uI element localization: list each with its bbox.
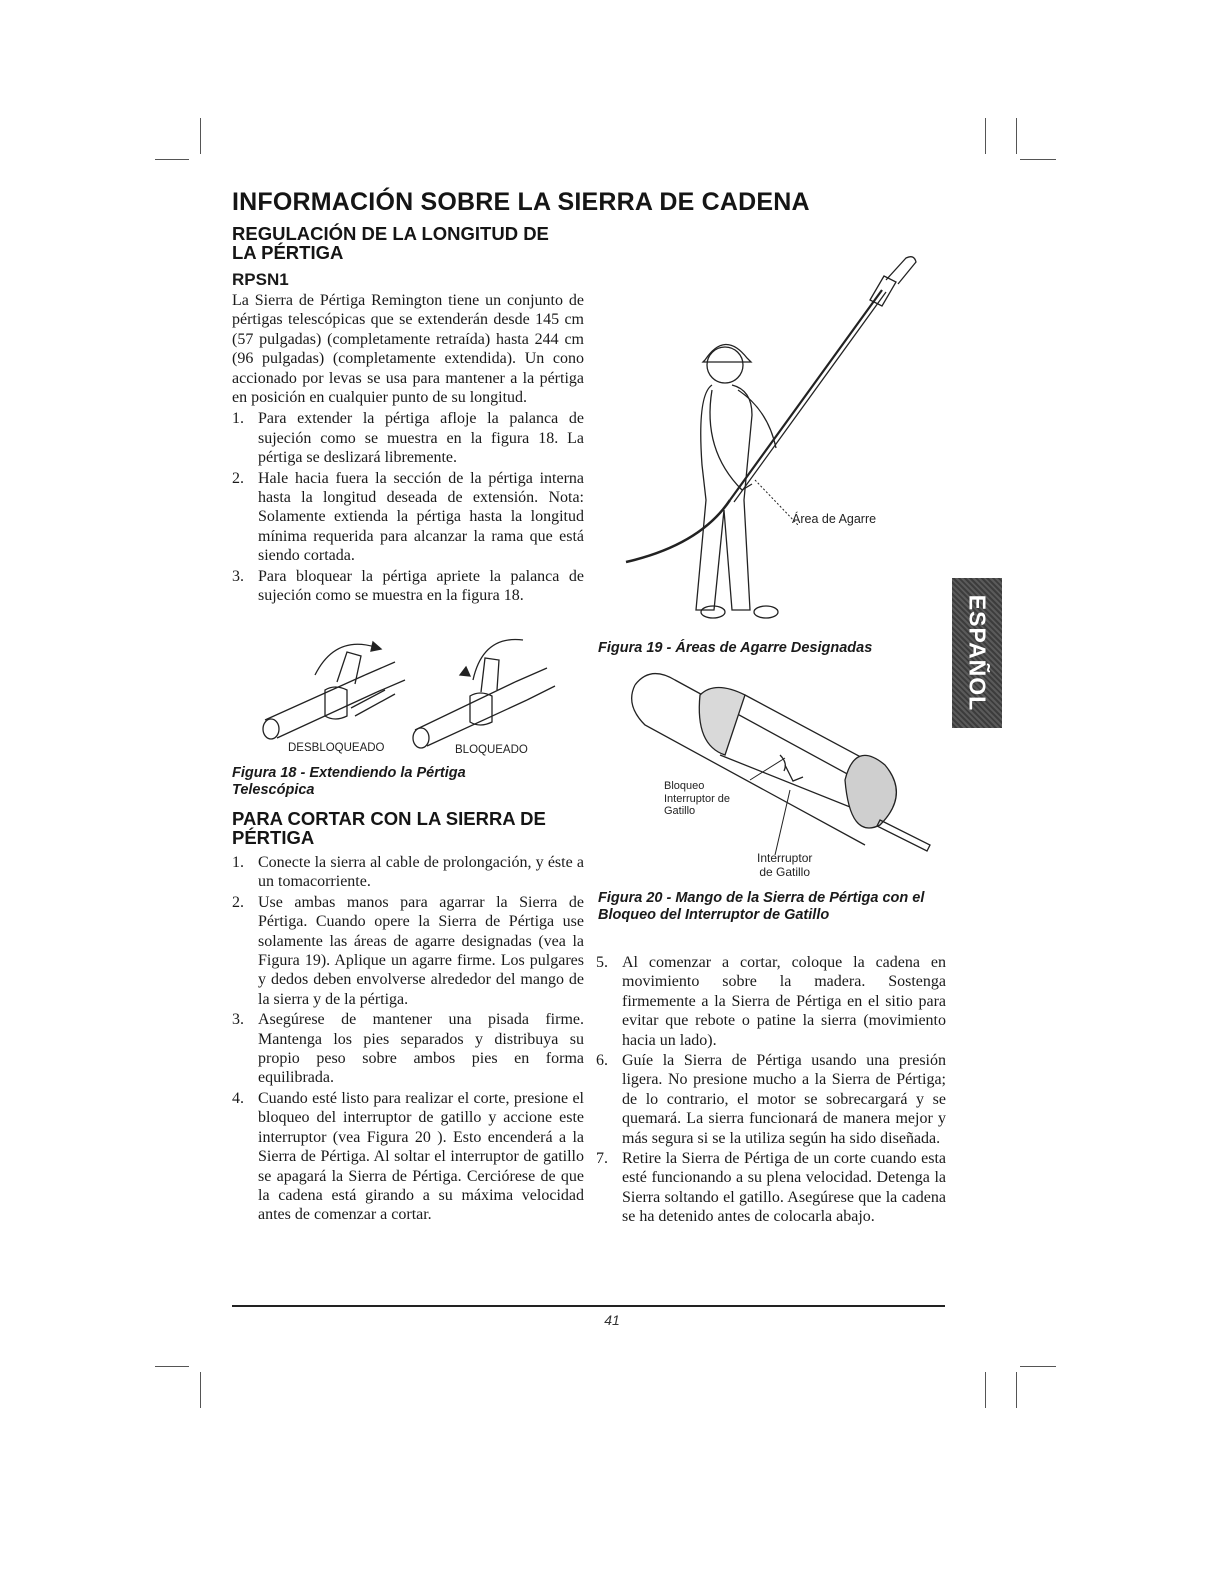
crop-mark <box>1016 118 1017 154</box>
crop-mark <box>200 118 201 154</box>
list-item: 6. Guíe la Sierra de Pértiga usando una presión ligera. No presione mucho a la Sierra de Pértiga; de lo contrario, el motor se sobrecargará y se quemará. La sierra funcionará de manera mejor y más segura si se la utiliza según ha sido diseñada. <box>596 1052 946 1147</box>
figure-19-caption: Figura 19 - Áreas de Agarre Designadas <box>598 640 873 656</box>
label-trigger-lock: Bloqueo Interruptor de Gatillo <box>664 780 731 817</box>
list-item: 3. Asegúrese de mantener una pisada firme. Mantenga los pies separados y distribuya su propio peso sobre ambos pies en forma equilibrada. <box>232 1011 584 1087</box>
figure-20-illustration <box>625 660 935 860</box>
list-item: 4. Cuando esté listo para realizar el corte, presione el bloqueo del interruptor de gatillo y accione este interruptor (vea Figura 20 ). Esto encenderá a la Sierra de Pértiga. Al soltar el interruptor de gatillo se apagará la Sierra de Pértiga. Cerciórese de que la cadena está girando a su máxima velocidad antes de comenzar a cortar. <box>232 1089 584 1224</box>
crop-mark <box>985 118 986 154</box>
page-number: 41 <box>604 1312 620 1328</box>
model-heading: RPSN1 <box>232 270 289 289</box>
list-item: 2. Hale hacia fuera la sección de la pértiga interna hasta la longitud deseada de extensión. Nota: Solamente extienda la pértiga hasta la longitud mínima requerida para alcanzar la rama que está siendo cortada. <box>232 469 584 565</box>
cutting-steps-continued <box>596 953 946 1227</box>
list-item: 3. Para bloquear la pértiga apriete la palanca de sujeción como se muestra en la figura 18. <box>232 567 584 605</box>
section-heading-pole-length: REGULACIÓN DE LA LONGITUD DE LA PÉRTIGA <box>232 223 549 263</box>
list-item: 1. Conecte la sierra al cable de prolongación, y éste a un tomacorriente. <box>232 854 584 891</box>
right-column-text <box>596 953 946 1228</box>
figure-20-caption: Figura 20 - Mango de la Sierra de Pértiga con el Bloqueo del Interruptor de Gatillo <box>598 890 925 923</box>
pole-length-steps <box>232 409 584 605</box>
section-heading-cutting: PARA CORTAR CON LA SIERRA DE PÉRTIGA <box>232 808 546 848</box>
list-item: 5. Al comenzar a cortar, coloque la cadena en movimiento sobre la madera. Sostenga firmemente a la Sierra de Pértiga en el sitio para evitar que rebote o patine la sierra (movimiento hacia un lado). <box>596 954 946 1049</box>
list-item: 7. Retire la Sierra de Pértiga de un corte cuando esta esté funcionando a su plena velocidad. Detenga la Sierra soltando el gatillo. Asegúrese que la cadena se ha detenido antes de colocarla abajo. <box>596 1150 946 1226</box>
crop-mark <box>1016 1372 1017 1408</box>
crop-mark <box>1020 1366 1056 1367</box>
label-trigger: Interruptor de Gatillo <box>757 851 813 879</box>
crop-mark <box>155 159 189 160</box>
crop-mark <box>1020 159 1056 160</box>
list-item: 2. Use ambas manos para agarrar la Sierra de Pértiga. Cuando opere la Sierra de Pértiga use solamente las áreas de agarre designadas (vea la Figura 19). Aplique un agarre firme. Los pulgares y dedos deben envolverse alrededor del mango de la sierra y de la pértiga. <box>232 893 584 1008</box>
intro-paragraph: La Sierra de Pértiga Remington tiene un conjunto de pértigas telescópicas que se extenderán desde 145 cm (57 pulgadas) (completamente retraída) hasta 244 cm (96 pulgadas) (completamente extendida). Un cono accionado por levas se usa para mantener a la pértiga en posición en cualquier punto de su longitud. <box>232 292 584 407</box>
cutting-steps <box>232 853 584 1225</box>
language-tab-label: ESPAÑOL <box>964 594 991 712</box>
label-grip-area: Área de Agarre <box>792 512 877 526</box>
figure-18-illustration <box>255 620 555 750</box>
label-unlocked: DESBLOQUEADO <box>288 742 385 754</box>
figure-19-illustration <box>620 250 920 630</box>
figure-18-caption: Figura 18 - Extendiendo la Pértiga Telescópica <box>232 765 466 798</box>
crop-mark <box>985 1372 986 1408</box>
crop-mark <box>200 1372 201 1408</box>
left-column-bottom <box>232 809 584 1226</box>
crop-mark <box>155 1366 189 1367</box>
left-column-top <box>232 224 584 607</box>
list-item: 1. Para extender la pértiga afloje la palanca de sujeción como se muestra en la figura 18. La pértiga se deslizará libremente. <box>232 410 584 467</box>
page-title: INFORMACIÓN SOBRE LA SIERRA DE CADENA <box>232 188 810 216</box>
label-locked: BLOQUEADO <box>455 744 528 756</box>
footer-rule <box>232 1305 945 1307</box>
language-tab <box>952 578 1002 728</box>
